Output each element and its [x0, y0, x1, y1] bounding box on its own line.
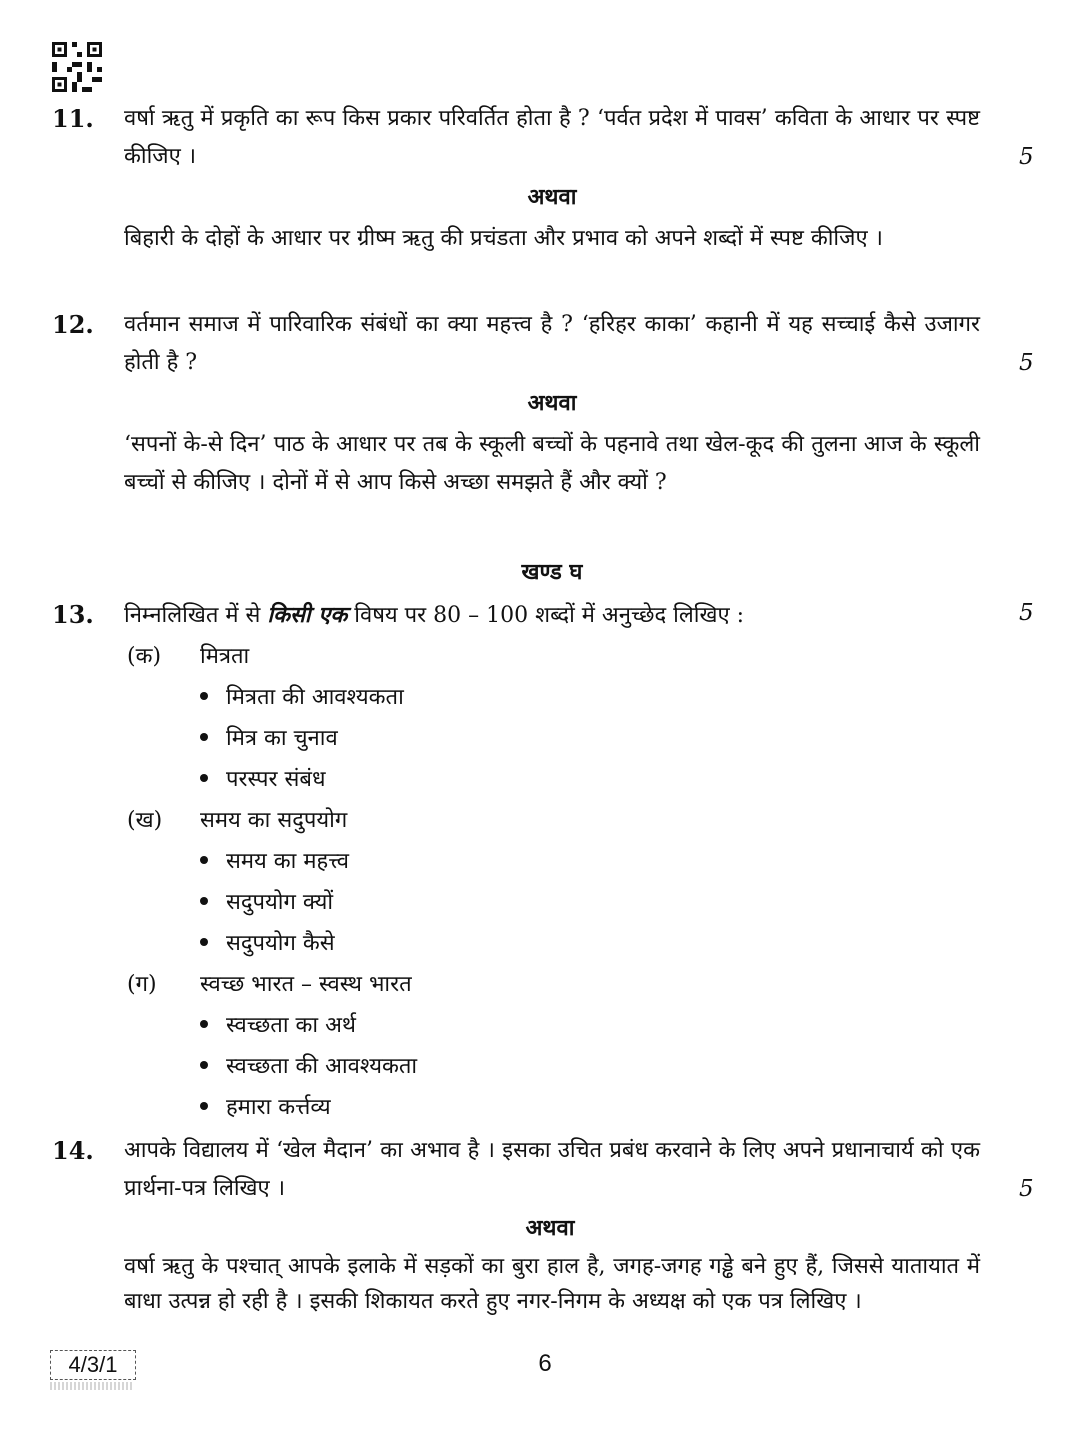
question-text-start: निम्नलिखित में से	[124, 603, 268, 628]
bullet-icon	[200, 1061, 208, 1069]
section-heading: खण्ड घ	[521, 559, 583, 585]
bullet-point	[200, 927, 335, 957]
question-text-end: विषय पर 80 – 100 शब्दों में अनुच्छेद लिखिए :	[347, 603, 745, 628]
bullet-icon	[200, 774, 208, 782]
option-title: स्वच्छ भारत – स्वस्थ भारत	[200, 972, 412, 997]
qr-code-icon	[52, 42, 102, 92]
bullet-text: मित्र का चुनाव	[226, 726, 338, 751]
question-number: 11.	[52, 104, 94, 133]
bullet-icon	[200, 938, 208, 946]
question-text: आपके विद्यालय में ‘खेल मैदान’ का अभाव है । इसका उचित प्रबंध करवाने के लिए अपने प्रधानाचार्य को एक प्रार्थना-पत्र लिखिए ।	[124, 1138, 980, 1201]
question-text	[124, 596, 980, 635]
alternate-question-text: बिहारी के दोहों के आधार पर ग्रीष्म ऋतु की प्रचंडता और प्रभाव को अपने शब्दों में स्पष्ट कीजिए ।	[124, 226, 883, 251]
question-marks: 5	[1019, 600, 1034, 626]
bullet-point	[200, 722, 338, 752]
paper-code: 4/3/1	[50, 1350, 136, 1380]
bullet-icon	[200, 1102, 208, 1110]
bullet-icon	[200, 692, 208, 700]
bullet-point	[200, 681, 404, 711]
or-divider: अथवा	[527, 184, 577, 210]
bullet-text: हमारा कर्त्तव्य	[226, 1095, 331, 1120]
bullet-text: सदुपयोग कैसे	[226, 931, 335, 956]
or-divider: अथवा	[527, 390, 577, 416]
bullet-icon	[200, 856, 208, 864]
option-label: (ख)	[127, 808, 163, 833]
bullet-point	[200, 1050, 417, 1080]
page-number: 6	[538, 1350, 552, 1377]
bullet-point	[200, 1091, 331, 1121]
bullet-text: मित्रता की आवश्यकता	[226, 685, 404, 710]
bullet-point	[200, 763, 326, 793]
bullet-icon	[200, 1020, 208, 1028]
option-label: (ग)	[127, 972, 157, 997]
bullet-text: परस्पर संबंध	[226, 767, 326, 792]
bullet-icon	[200, 733, 208, 741]
microtext-strip	[50, 1382, 134, 1390]
alternate-question-text: वर्षा ऋतु के पश्चात् आपके इलाके में सड़कों का बुरा हाल है, जगह-जगह गड्ढे बने हुए हैं, जिससे यातायात में बाधा उत्पन्न हो रही है । इसकी शिकायत करते हुए नगर-निगम के अध्यक्ष को एक पत्र लिखिए ।	[124, 1254, 980, 1314]
bullet-text: समय का महत्त्व	[226, 849, 349, 874]
question-text: वर्षा ऋतु में प्रकृति का रूप किस प्रकार परिवर्तित होता है ? ‘पर्वत प्रदेश में पावस’ कविता के आधार पर स्पष्ट कीजिए ।	[124, 106, 980, 169]
bullet-text: स्वच्छता की आवश्यकता	[226, 1054, 418, 1079]
question-marks: 5	[1019, 350, 1034, 376]
bullet-point	[200, 886, 333, 916]
or-divider: अथवा	[525, 1215, 575, 1241]
question-marks: 5	[1019, 144, 1034, 170]
bullet-text: सदुपयोग क्यों	[226, 890, 334, 915]
bullet-point	[200, 1009, 356, 1039]
question-text: वर्तमान समाज में पारिवारिक संबंधों का क्या महत्त्व है ? ‘हरिहर काका’ कहानी में यह सच्चाई कैसे उजागर होती है ?	[124, 312, 980, 375]
question-number: 13.	[52, 600, 94, 629]
bullet-point	[200, 845, 349, 875]
option-label: (क)	[127, 644, 162, 669]
emphasis-text: किसी एक	[267, 602, 348, 628]
option-title: समय का सदुपयोग	[200, 808, 348, 833]
alternate-question-text: ‘सपनों के-से दिन’ पाठ के आधार पर तब के स्कूली बच्चों के पहनावे तथा खेल-कूद की तुलना आज के स्कूली बच्चों से कीजिए । दोनों में से आप किसे अच्छा समझते हैं और क्यों ?	[124, 432, 980, 495]
question-number: 12.	[52, 310, 94, 339]
bullet-icon	[200, 897, 208, 905]
question-number: 14.	[52, 1136, 94, 1165]
bullet-text: स्वच्छता का अर्थ	[226, 1013, 356, 1038]
option-title: मित्रता	[200, 644, 250, 669]
question-marks: 5	[1019, 1176, 1034, 1202]
